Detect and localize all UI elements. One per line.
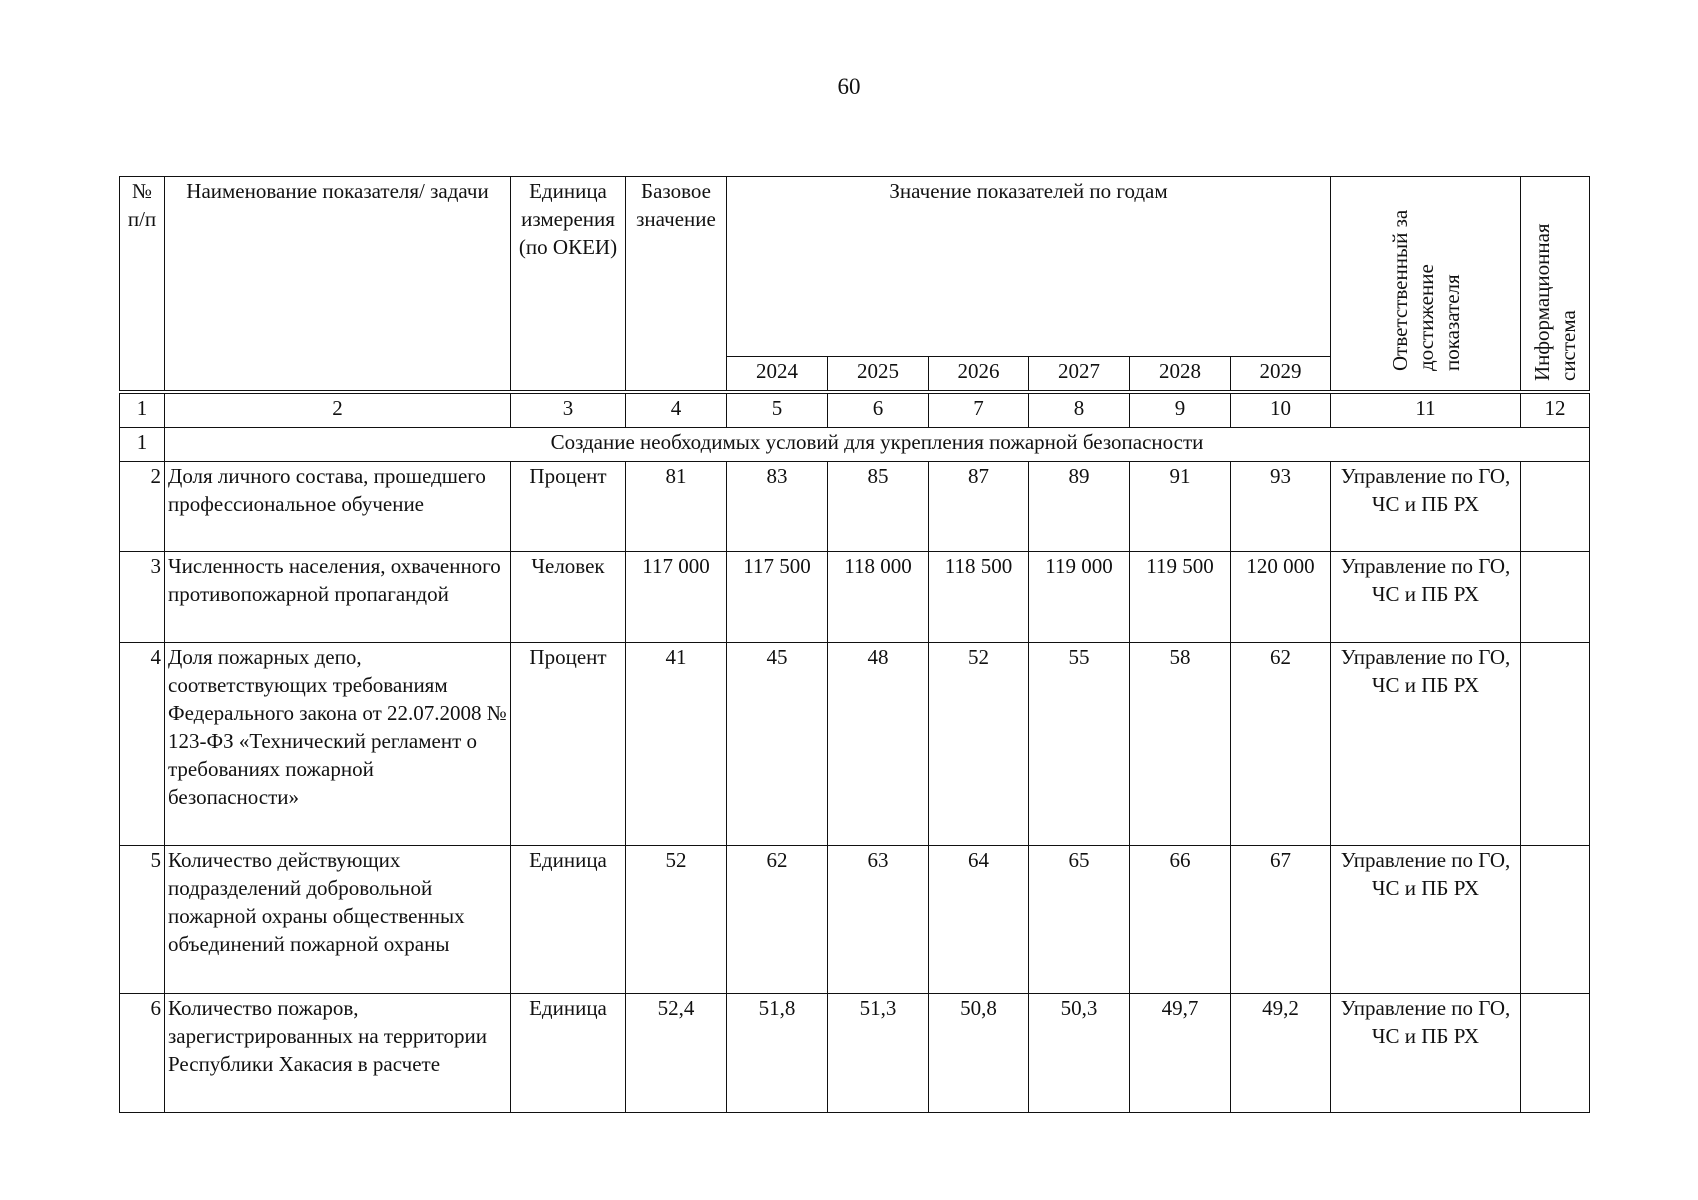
row-value: 49,7	[1130, 994, 1231, 1113]
row-value: 119 500	[1130, 552, 1231, 643]
row-value: 63	[828, 846, 929, 994]
section-row	[120, 428, 1590, 462]
row-value: 55	[1029, 643, 1130, 846]
row-value: 62	[1231, 643, 1331, 846]
row-value: 89	[1029, 462, 1130, 552]
indicators-body-table	[119, 393, 1590, 1113]
column-number: 2	[165, 394, 511, 428]
row-value: 87	[929, 462, 1029, 552]
row-value: 120 000	[1231, 552, 1331, 643]
row-responsible: Управление по ГО, ЧС и ПБ РХ	[1331, 643, 1521, 846]
row-value: 117 500	[727, 552, 828, 643]
column-number: 11	[1331, 394, 1521, 428]
header-info-system: Информационная система	[1530, 223, 1581, 381]
header-year: 2025	[828, 357, 929, 391]
row-value: 58	[1130, 643, 1231, 846]
row-unit: Процент	[511, 643, 626, 846]
column-number: 9	[1130, 394, 1231, 428]
row-value: 52	[929, 643, 1029, 846]
row-value: 48	[828, 643, 929, 846]
header-name: Наименование показателя/ задачи	[165, 177, 511, 391]
column-number: 10	[1231, 394, 1331, 428]
row-value: 64	[929, 846, 1029, 994]
table-row	[120, 994, 1590, 1113]
row-info-system	[1521, 994, 1590, 1113]
column-number: 12	[1521, 394, 1590, 428]
row-num: 2	[120, 462, 165, 552]
column-number: 8	[1029, 394, 1130, 428]
row-value: 67	[1231, 846, 1331, 994]
row-unit: Единица	[511, 994, 626, 1113]
row-value: 65	[1029, 846, 1130, 994]
row-base: 52,4	[626, 994, 727, 1113]
header-year: 2024	[727, 357, 828, 391]
row-value: 118 000	[828, 552, 929, 643]
column-number: 5	[727, 394, 828, 428]
indicators-header-table	[119, 176, 1590, 391]
header-num: № п/п	[120, 177, 165, 391]
header-responsible-cell	[1331, 177, 1521, 391]
row-num: 6	[120, 994, 165, 1113]
table-row	[120, 552, 1590, 643]
row-value: 85	[828, 462, 929, 552]
row-value: 91	[1130, 462, 1231, 552]
header-base: Базовое значение	[626, 177, 727, 391]
row-unit: Процент	[511, 462, 626, 552]
row-base: 41	[626, 643, 727, 846]
row-base: 117 000	[626, 552, 727, 643]
row-unit: Единица	[511, 846, 626, 994]
header-year: 2026	[929, 357, 1029, 391]
row-value: 119 000	[1029, 552, 1130, 643]
column-number: 7	[929, 394, 1029, 428]
row-base: 52	[626, 846, 727, 994]
page-number: 60	[837, 74, 861, 99]
section-num: 1	[120, 428, 165, 462]
row-base: 81	[626, 462, 727, 552]
row-responsible: Управление по ГО, ЧС и ПБ РХ	[1331, 462, 1521, 552]
row-value: 45	[727, 643, 828, 846]
header-years-group: Значение показателей по годам	[727, 177, 1331, 357]
header-year: 2027	[1029, 357, 1130, 391]
row-responsible: Управление по ГО, ЧС и ПБ РХ	[1331, 552, 1521, 643]
row-value: 83	[727, 462, 828, 552]
row-info-system	[1521, 552, 1590, 643]
table-row	[120, 846, 1590, 994]
row-name: Количество пожаров, зарегистрированных на территории Республики Хакасия в расчете	[165, 994, 511, 1113]
column-number: 6	[828, 394, 929, 428]
header-info-system-cell	[1521, 177, 1590, 391]
row-value: 93	[1231, 462, 1331, 552]
row-num: 5	[120, 846, 165, 994]
row-name: Количество действующих подразделений добровольной пожарной охраны общественных объединений пожарной охраны	[165, 846, 511, 994]
row-info-system	[1521, 462, 1590, 552]
row-value: 50,3	[1029, 994, 1130, 1113]
row-value: 118 500	[929, 552, 1029, 643]
column-number: 3	[511, 394, 626, 428]
row-value: 51,3	[828, 994, 929, 1113]
row-name: Численность населения, охваченного противопожарной пропагандой	[165, 552, 511, 643]
header-year: 2028	[1130, 357, 1231, 391]
row-value: 49,2	[1231, 994, 1331, 1113]
column-number-row	[120, 394, 1590, 428]
row-info-system	[1521, 846, 1590, 994]
row-value: 66	[1130, 846, 1231, 994]
header-responsible: Ответственный за достижение показателя	[1387, 209, 1464, 371]
row-value: 50,8	[929, 994, 1029, 1113]
section-title: Создание необходимых условий для укрепления пожарной безопасности	[165, 428, 1590, 462]
header-unit: Единица измерения (по ОКЕИ)	[511, 177, 626, 391]
row-num: 3	[120, 552, 165, 643]
row-name: Доля пожарных депо, соответствующих требованиям Федерального закона от 22.07.2008 № 123-ФЗ «Технический регламент о требованиях пожарной безопасности»	[165, 643, 511, 846]
row-unit: Человек	[511, 552, 626, 643]
table-row	[120, 643, 1590, 846]
column-number: 4	[626, 394, 727, 428]
row-info-system	[1521, 643, 1590, 846]
row-responsible: Управление по ГО, ЧС и ПБ РХ	[1331, 846, 1521, 994]
row-value: 51,8	[727, 994, 828, 1113]
row-num: 4	[120, 643, 165, 846]
row-responsible: Управление по ГО, ЧС и ПБ РХ	[1331, 994, 1521, 1113]
column-number: 1	[120, 394, 165, 428]
table-row	[120, 462, 1590, 552]
header-year: 2029	[1231, 357, 1331, 391]
row-value: 62	[727, 846, 828, 994]
row-name: Доля личного состава, прошедшего профессиональное обучение	[165, 462, 511, 552]
